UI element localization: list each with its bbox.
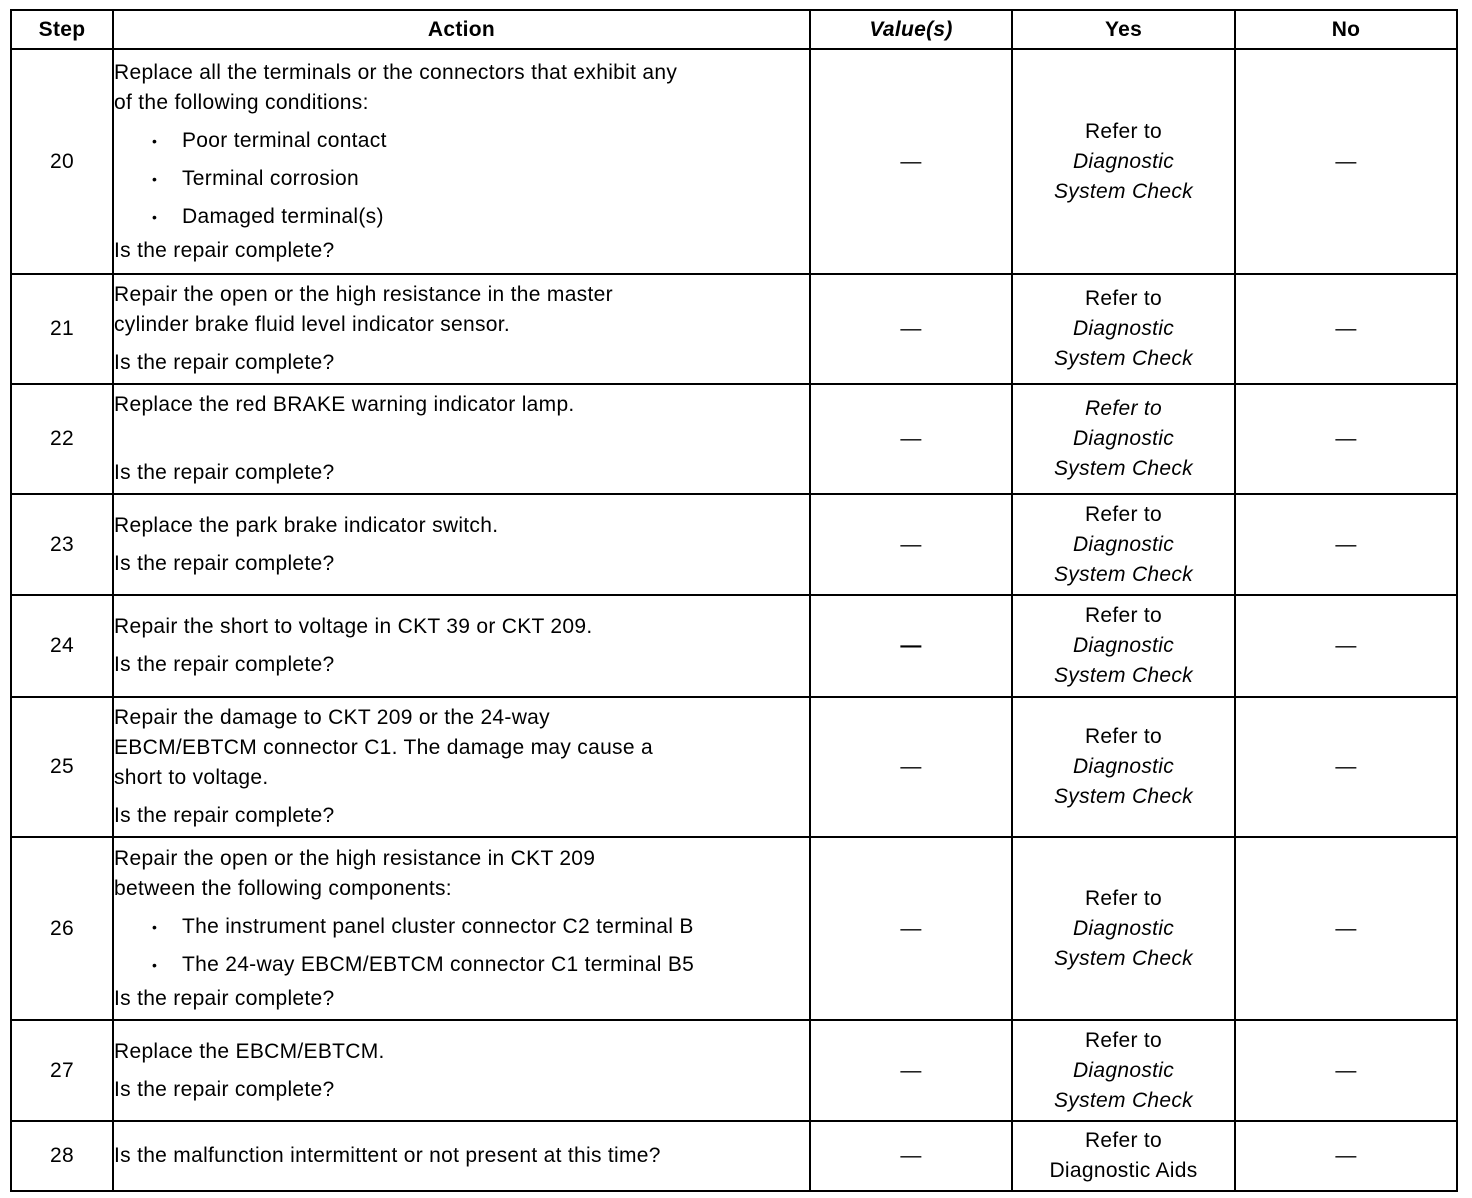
- step-number: 27: [11, 1020, 113, 1121]
- yes-link-text: System Check: [1054, 562, 1193, 586]
- value-cell: —: [810, 384, 1012, 494]
- value-cell: —: [810, 1020, 1012, 1121]
- yes-link-text: System Check: [1054, 664, 1193, 687]
- action-cell: [113, 384, 810, 494]
- question-text: Is the repair complete?: [114, 351, 335, 374]
- list-item: • Damaged terminal(s): [152, 198, 809, 236]
- no-cell: —: [1235, 837, 1457, 1020]
- no-cell: —: [1235, 49, 1457, 274]
- yes-link-text: Diagnostic: [1072, 317, 1175, 340]
- no-cell: —: [1235, 595, 1457, 697]
- step-number: 22: [11, 384, 113, 494]
- action-text: Replace all the terminals or the connectors that exhibit any: [114, 60, 678, 84]
- table-row: [11, 1020, 1457, 1121]
- yes-text: Refer to: [1084, 397, 1163, 420]
- question-text: Is the repair complete?: [114, 1077, 335, 1101]
- action-text: short to voltage.: [114, 766, 269, 789]
- header-action: Action: [113, 10, 810, 49]
- action-text: Repair the open or the high resistance in CKT 209: [114, 846, 596, 870]
- header-row: [11, 10, 1457, 49]
- step-number: 24: [11, 595, 113, 697]
- question-text: Is the repair complete?: [114, 238, 335, 262]
- action-cell: [113, 697, 810, 837]
- value-cell: —: [810, 49, 1012, 274]
- action-cell: [113, 595, 810, 697]
- action-text: Replace the EBCM/EBTCM.: [114, 1039, 385, 1063]
- condition-list: [114, 122, 809, 236]
- yes-text: Refer to: [1084, 502, 1163, 526]
- action-text: cylinder brake fluid level indicator sensor.: [114, 313, 511, 336]
- step-number: 21: [11, 274, 113, 384]
- yes-text: Refer to: [1084, 287, 1163, 310]
- action-cell: [113, 494, 810, 595]
- step-number: 28: [11, 1121, 113, 1191]
- yes-text: Refer to: [1084, 119, 1163, 143]
- yes-link-text: Diagnostic: [1072, 149, 1175, 173]
- yes-link-text: System Check: [1054, 457, 1193, 480]
- step-number: 26: [11, 837, 113, 1020]
- step-number: 23: [11, 494, 113, 595]
- no-cell: —: [1235, 274, 1457, 384]
- action-text: of the following conditions:: [114, 90, 369, 114]
- action-text: Repair the damage to CKT 209 or the 24-way: [114, 706, 550, 729]
- yes-cell: [1012, 494, 1235, 595]
- table-row: [11, 494, 1457, 595]
- question-text: Is the repair complete?: [114, 986, 335, 1010]
- yes-link-text: Diagnostic: [1072, 1058, 1175, 1082]
- list-item: • Terminal corrosion: [152, 160, 809, 198]
- table-row: [11, 697, 1457, 837]
- action-text: Replace the red BRAKE warning indicator lamp.: [114, 393, 575, 416]
- action-text: Repair the open or the high resistance in the master: [114, 283, 613, 306]
- table-row: [11, 274, 1457, 384]
- no-cell: —: [1235, 384, 1457, 494]
- table-row: [11, 837, 1457, 1020]
- action-cell: [113, 49, 810, 274]
- value-cell: —: [810, 837, 1012, 1020]
- yes-link-text: System Check: [1054, 179, 1193, 203]
- action-cell: [113, 1121, 810, 1191]
- header-values: Value(s): [810, 10, 1012, 49]
- action-text: between the following components:: [114, 876, 452, 900]
- yes-link-text: Diagnostic: [1072, 427, 1175, 450]
- action-cell: [113, 837, 810, 1020]
- yes-text: Refer to: [1084, 1129, 1163, 1152]
- list-item: • The instrument panel cluster connector C2 terminal B: [152, 908, 809, 946]
- header-no: No: [1235, 10, 1457, 49]
- list-item: • Poor terminal contact: [152, 122, 809, 160]
- value-cell: —: [810, 595, 1012, 697]
- value-cell: —: [810, 697, 1012, 837]
- action-text: Repair the short to voltage in CKT 39 or CKT 209.: [114, 615, 593, 638]
- yes-text: Refer to: [1084, 604, 1163, 627]
- yes-link-text: System Check: [1054, 946, 1193, 970]
- value-cell: —: [810, 494, 1012, 595]
- action-cell: [113, 274, 810, 384]
- question-text: Is the repair complete?: [114, 461, 335, 484]
- yes-text: Refer to: [1084, 886, 1163, 910]
- header-yes: Yes: [1012, 10, 1235, 49]
- header-step: Step: [11, 10, 113, 49]
- component-list: [114, 908, 809, 984]
- yes-link-text: System Check: [1054, 347, 1193, 370]
- no-cell: —: [1235, 494, 1457, 595]
- yes-link-text: Diagnostic: [1072, 755, 1175, 778]
- list-item: • The 24-way EBCM/EBTCM connector C1 terminal B5: [152, 946, 809, 984]
- step-number: 20: [11, 49, 113, 274]
- value-cell: —: [810, 1121, 1012, 1191]
- step-number: 25: [11, 697, 113, 837]
- question-text: Is the repair complete?: [114, 653, 335, 676]
- action-cell: [113, 1020, 810, 1121]
- yes-link-text: Diagnostic: [1072, 916, 1175, 940]
- table-row: [11, 595, 1457, 697]
- yes-cell: [1012, 697, 1235, 837]
- value-cell: —: [810, 274, 1012, 384]
- yes-link-text: System Check: [1054, 785, 1193, 808]
- no-cell: —: [1235, 697, 1457, 837]
- yes-cell: [1012, 384, 1235, 494]
- no-cell: —: [1235, 1121, 1457, 1191]
- yes-cell: [1012, 1020, 1235, 1121]
- table-row: [11, 384, 1457, 494]
- question-text: Is the repair complete?: [114, 551, 335, 575]
- yes-link-text: System Check: [1054, 1088, 1193, 1112]
- table-row: [11, 49, 1457, 274]
- yes-link-text: Diagnostic: [1072, 634, 1175, 657]
- question-text: Is the repair complete?: [114, 804, 335, 827]
- yes-cell: [1012, 49, 1235, 274]
- yes-cell: [1012, 837, 1235, 1020]
- yes-cell: [1012, 274, 1235, 384]
- table-row: [11, 1121, 1457, 1191]
- no-cell: —: [1235, 1020, 1457, 1121]
- action-text: Replace the park brake indicator switch.: [114, 513, 499, 537]
- yes-link-text: Diagnostic Aids: [1049, 1159, 1198, 1182]
- yes-text: Refer to: [1084, 725, 1163, 748]
- yes-cell: [1012, 595, 1235, 697]
- action-text: EBCM/EBTCM connector C1. The damage may cause a: [114, 736, 653, 759]
- diagnostic-table: [10, 9, 1458, 1192]
- action-text: Is the malfunction intermittent or not present at this time?: [114, 1144, 661, 1167]
- yes-text: Refer to: [1084, 1028, 1163, 1052]
- yes-link-text: Diagnostic: [1072, 532, 1175, 556]
- yes-cell: [1012, 1121, 1235, 1191]
